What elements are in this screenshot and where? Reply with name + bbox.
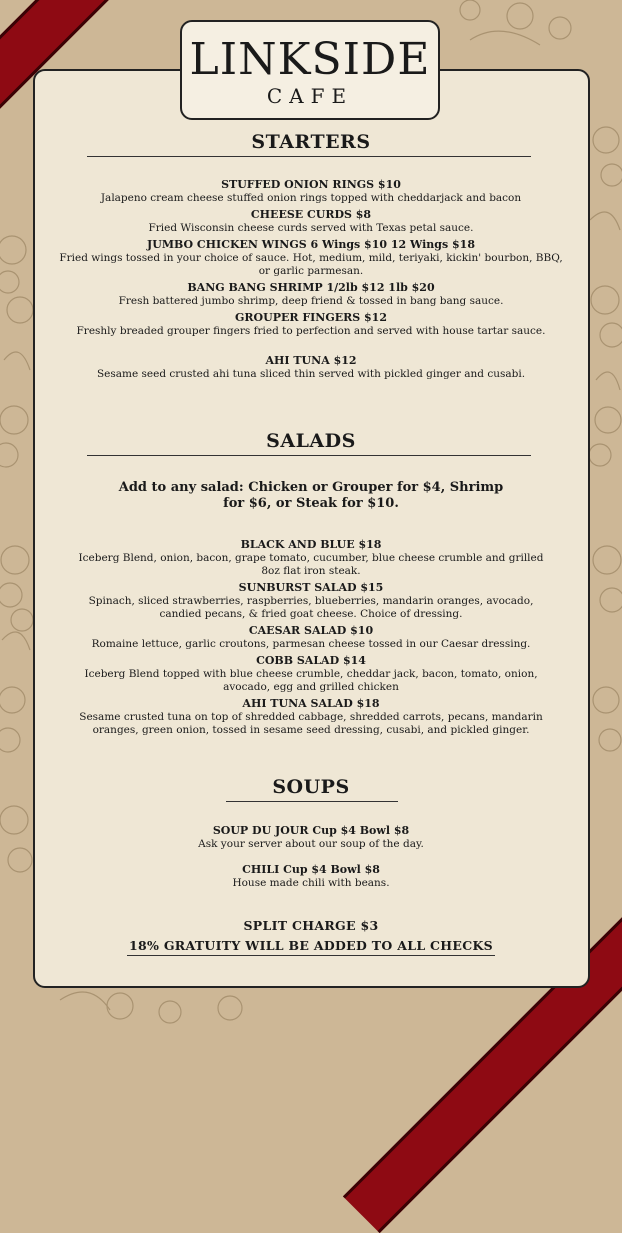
menu-item	[56, 238, 566, 278]
menu-item	[56, 824, 566, 851]
item-desc: Freshly breaded grouper fingers fried to perfection and served with house tartar sauce.	[76, 325, 546, 337]
menu-item	[56, 624, 566, 651]
item-desc: Jalapeno cream cheese stuffed onion rings topped with cheddarjack and bacon	[100, 192, 522, 204]
item-desc: Fresh battered jumbo shrimp, deep friend & tossed in bang bang sauce.	[118, 295, 504, 307]
starters-section	[56, 178, 566, 381]
item-desc: Iceberg Blend topped with blue cheese crumble, cheddar jack, bacon, tomato, onion, avocado, egg and grilled chicken	[84, 668, 538, 693]
item-desc: Spinach, sliced strawberries, raspberries, blueberries, mandarin oranges, avocado, candied pecans, & fried goat cheese. Choice of dressing.	[88, 595, 534, 620]
item-name: BLACK AND BLUE $18	[240, 538, 382, 551]
split-charge: SPLIT CHARGE $3	[243, 918, 379, 933]
salads-section	[56, 480, 566, 737]
menu-item	[56, 538, 566, 578]
menu-item	[56, 354, 566, 381]
footer-notes	[56, 916, 566, 956]
footer-underline	[127, 955, 495, 956]
salads-divider	[87, 455, 531, 456]
item-name: COBB SALAD $14	[256, 654, 366, 667]
item-name: GROUPER FINGERS $12	[234, 311, 387, 324]
starters-divider	[87, 156, 531, 157]
item-desc: Ask your server about our soup of the day.	[198, 838, 424, 850]
item-name: CHILI Cup $4 Bowl $8	[242, 863, 380, 876]
item-name: SUNBURST SALAD $15	[238, 581, 384, 594]
menu-item	[56, 178, 566, 205]
menu-item	[56, 311, 566, 338]
item-name: CAESAR SALAD $10	[248, 624, 374, 637]
item-desc: Romaine lettuce, garlic croutons, parmesan cheese tossed in our Caesar dressing.	[91, 638, 531, 650]
item-name: SOUP DU JOUR Cup $4 Bowl $8	[212, 824, 410, 837]
menu-item	[56, 581, 566, 621]
item-name: BANG BANG SHRIMP 1/2lb $12 1lb $20	[187, 281, 435, 294]
gratuity-note: 18% GRATUITY WILL BE ADDED TO ALL CHECKS	[129, 938, 493, 953]
item-desc: Iceberg Blend, onion, bacon, grape tomato, cucumber, blue cheese crumble and grilled 8oz flat iron steak.	[78, 552, 544, 577]
menu-item	[56, 208, 566, 235]
item-name: STUFFED ONION RINGS $10	[221, 178, 401, 191]
soups-title: SOUPS	[272, 776, 350, 798]
item-desc: House made chili with beans.	[232, 877, 390, 889]
item-desc: Fried Wisconsin cheese curds served with Texas petal sauce.	[148, 222, 474, 234]
menu-item	[56, 654, 566, 694]
logo-badge	[180, 20, 440, 120]
starters-title: STARTERS	[251, 131, 371, 153]
logo-name: LINKSIDE	[189, 34, 431, 85]
salad-addon-note: Add to any salad: Chicken or Grouper for $4, Shrimp for $6, or Steak for $10.	[118, 480, 504, 511]
soups-section	[56, 824, 566, 890]
soups-divider	[226, 801, 398, 802]
item-name: AHI TUNA $12	[265, 354, 357, 367]
item-desc: Sesame crusted tuna on top of shredded cabbage, shredded carrots, pecans, mandarin oranges, green onion, tossed in sesame seed dressing, cusabi, and pickled ginger.	[79, 711, 543, 736]
item-name: CHEESE CURDS $8	[250, 208, 372, 221]
item-desc: Fried wings tossed in your choice of sauce. Hot, medium, mild, teriyaki, kickin' bourbon, BBQ, or garlic parmesan.	[59, 252, 563, 277]
item-desc: Sesame seed crusted ahi tuna sliced thin served with pickled ginger and cusabi.	[96, 368, 526, 380]
item-name: AHI TUNA SALAD $18	[242, 697, 380, 710]
salads-title: SALADS	[266, 430, 356, 452]
logo-sub: CAFE	[266, 84, 354, 108]
item-name: JUMBO CHICKEN WINGS 6 Wings $10 12 Wings $18	[147, 238, 475, 251]
menu-item	[56, 863, 566, 890]
menu-item	[56, 697, 566, 737]
menu-item	[56, 281, 566, 308]
